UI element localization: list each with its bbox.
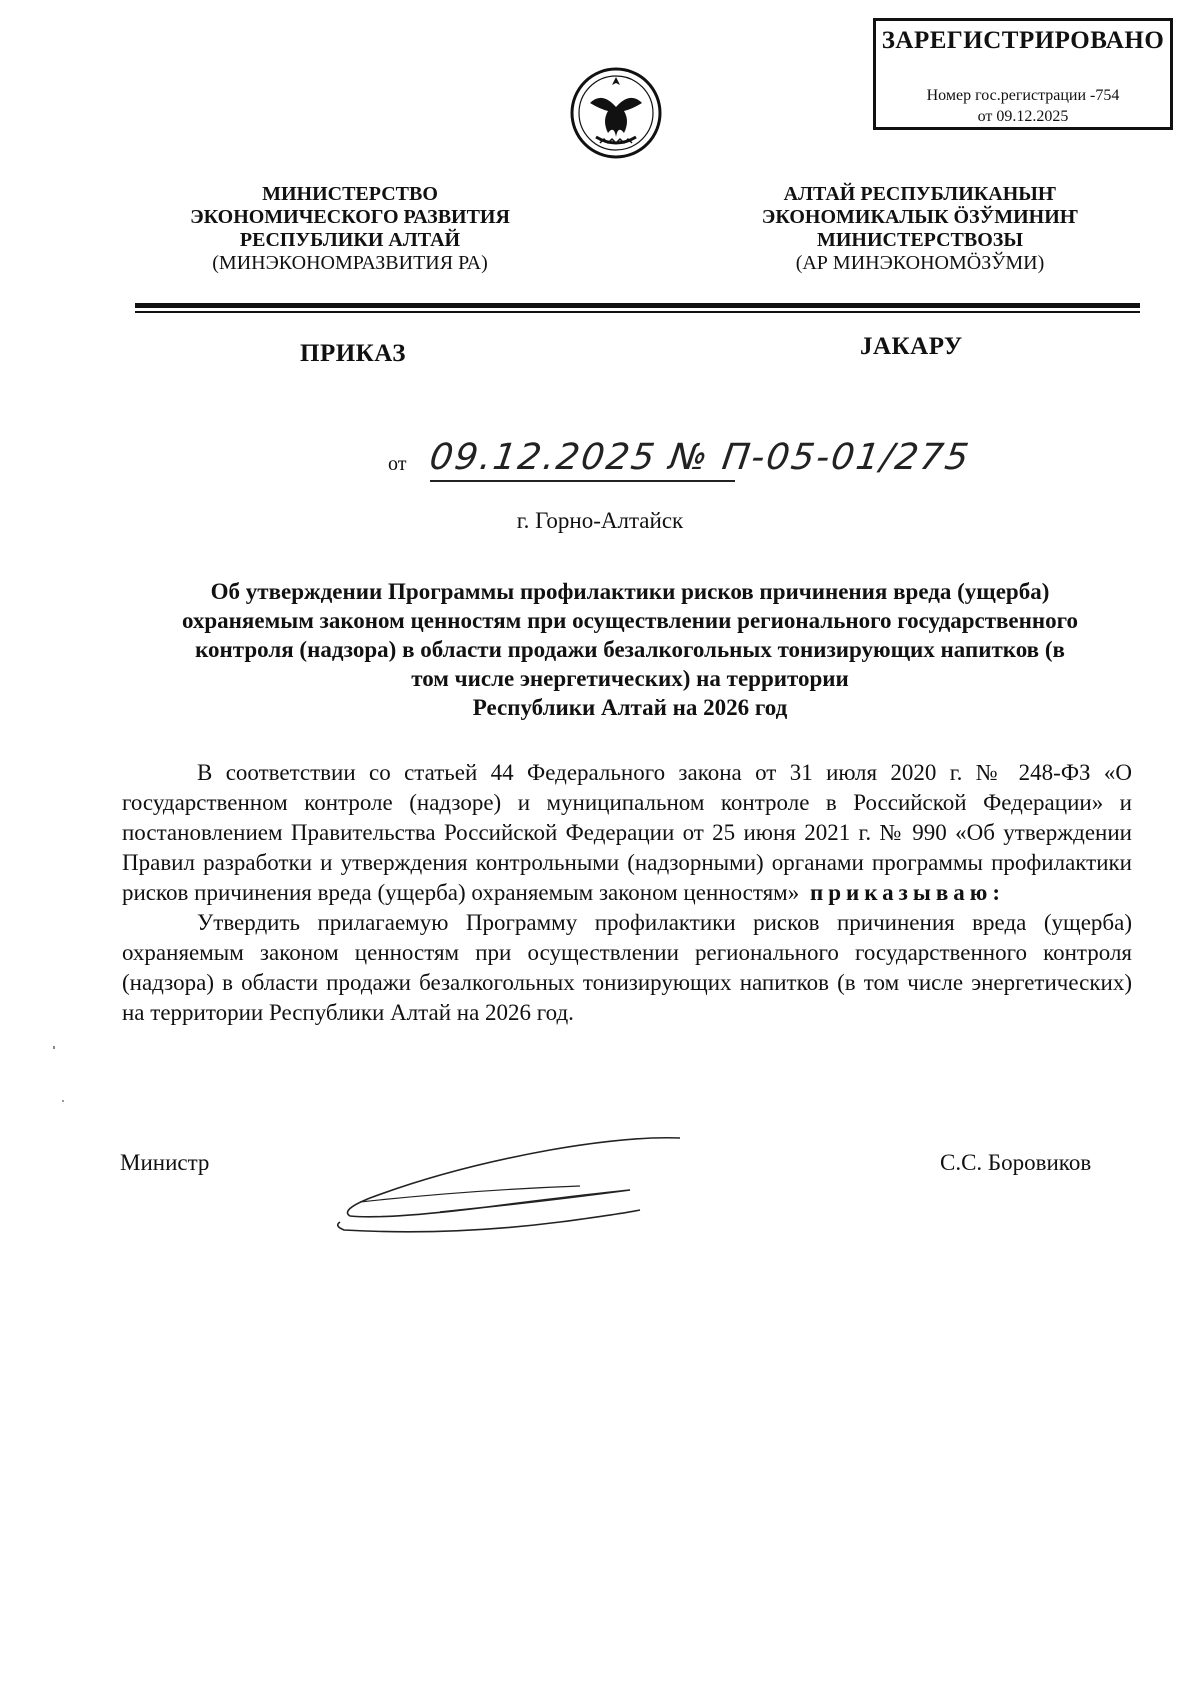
title-line: контроля (надзора) в области продажи безалкогольных тонизирующих напитков (в — [195, 637, 1065, 662]
body-paragraph-2: Утвердить прилагаемую Программу профилактики рисков причинения вреда (ущерба) охраняемым законом ценностям при осуществлении регионального государственного контроля (надзора) в области продажи безалкогольных тонизирующих напитков (в том числе энергетических) на территории Республики Алтай на 2026 год. — [122, 910, 1132, 1025]
title-line: Об утверждении Программы профилактики рисков причинения вреда (ущерба) — [210, 579, 1050, 604]
scan-artifact — [62, 1100, 64, 1102]
document-body — [122, 758, 1132, 1028]
date-underline — [430, 480, 735, 482]
header-divider-thick — [135, 303, 1140, 308]
header-left-line2: ЭКОНОМИЧЕСКОГО РАЗВИТИЯ — [190, 206, 510, 228]
header-left-line3: РЕСПУБЛИКИ АЛТАЙ — [239, 229, 461, 251]
header-right-line2: ЭКОНОМИКАЛЫК ÖЗЎМИНИҤ — [761, 206, 1079, 228]
header-right-line4: (АР МИНЭКОНОМÖЗЎМИ) — [795, 252, 1045, 274]
paragraph-1-text: В соответствии со статьей 44 Федерального закона от 31 июля 2020 г. № 248-ФЗ «О государственном контроле (надзоре) и муниципальном контроле в Российской Федерации» и постановлением Правительства Российской Федерации от 25 июня 2021 г. № 990 «Об утверждении Правил разработки и утверждения контрольными (надзорными) органами программы профилактики рисков причинения вреда (ущерба) охраняемым законом ценностям» — [122, 760, 1132, 905]
header-left-line1: МИНИСТЕРСТВО — [262, 183, 438, 205]
header-right-line3: МИНИСТЕРСТВОЗЫ — [816, 229, 1023, 251]
header-right-line1: АЛТАЙ РЕСПУБЛИКАНЫҤ — [783, 183, 1057, 205]
title-line: том числе энергетических) на территории — [411, 666, 849, 691]
document-title — [130, 577, 1130, 722]
stamp-reg-number: Номер гос.регистрации -754 — [926, 87, 1120, 104]
title-line: охраняемым законом ценностям при осуществлении регионального государственного — [181, 608, 1079, 633]
stamp-title: ЗАРЕГИСТРИРОВАНО — [881, 27, 1165, 54]
coat-of-arms-emblem — [568, 63, 664, 161]
title-line: Республики Алтай на 2026 год — [472, 695, 788, 720]
body-paragraph-1 — [122, 758, 1132, 908]
handwritten-signature — [330, 1130, 750, 1250]
signatory-name: С.С. Боровиков — [940, 1150, 1092, 1175]
header-left-line4: (МИНЭКОНОМРАЗВИТИЯ РА) — [212, 252, 488, 274]
order-label-russian: ПРИКАЗ — [300, 340, 406, 367]
stamp-reg-date: от 09.12.2025 — [977, 108, 1069, 125]
registration-stamp — [873, 18, 1173, 130]
order-label-altai: ЈАКАРУ — [860, 333, 963, 360]
scan-artifact — [53, 1046, 55, 1049]
ministry-header-russian — [150, 183, 550, 275]
signatory-role: Министр — [120, 1150, 210, 1175]
ministry-header-altai — [735, 183, 1105, 275]
header-divider-thin — [135, 311, 1140, 313]
date-prefix: от — [388, 453, 407, 475]
handwritten-date-number: 09.12.2025 № П-05-01/275 — [427, 437, 973, 478]
city: г. Горно-Алтайск — [516, 508, 684, 533]
order-directive: приказываю: — [799, 880, 1006, 905]
